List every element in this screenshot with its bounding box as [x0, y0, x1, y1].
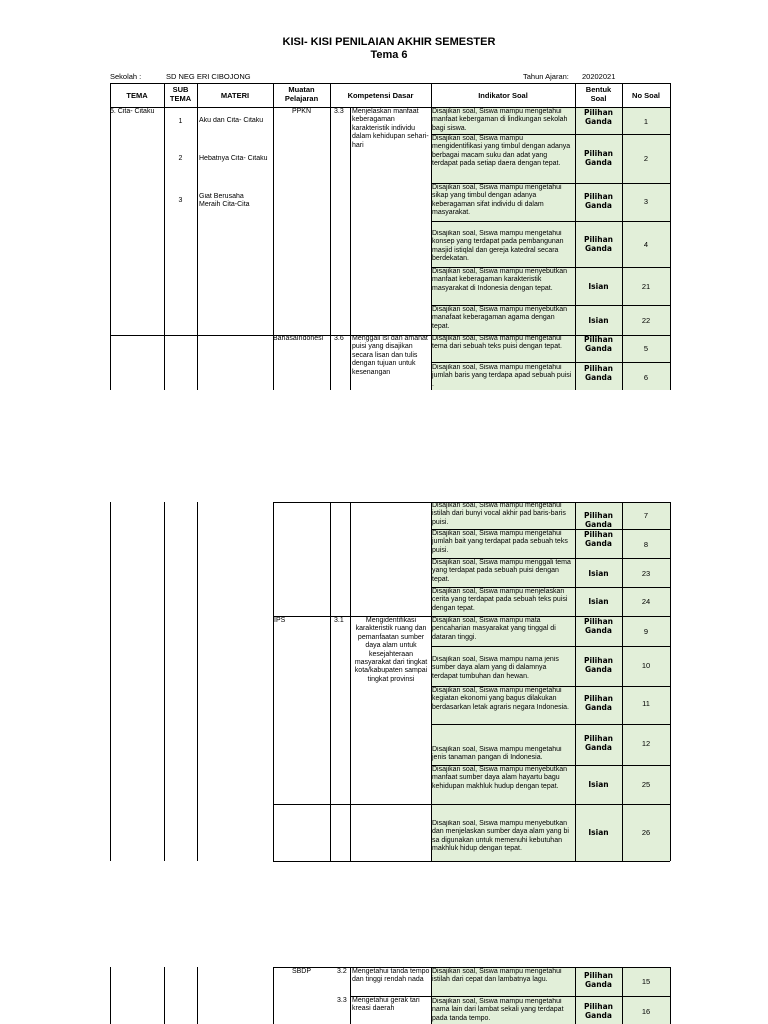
indikator-row-1: Disajikan soal, Siswa mampu mengetahui manfaat kebergaman di lindkungan sekolah bagi siswa.	[432, 108, 568, 132]
indikator-row-2: Disajikan soal, Siswa mampu mengidentifikasi yang timbul dengan adanya berbagai macam suku dan adat yang terdapat pada setiap daera dengan tepat.	[432, 135, 571, 168]
indikator-row-3: Disajikan soal, Siswa mampu mengetahui sikap yang timbul dengan adanya keberagaman sifat individu di dalam masyarakat.	[432, 184, 562, 217]
no-soal-row-20: 16	[641, 1007, 651, 1016]
document-title: KISI- KISI PENILAIAN AKHIR SEMESTER	[282, 36, 496, 48]
bentuk-row-20: Pilihan Ganda	[584, 1002, 613, 1020]
header-indikator-soal: Indikator Soal	[478, 91, 528, 100]
document-subtitle: Tema 6	[370, 49, 408, 61]
materi-1: Aku dan Cita- Citaku	[199, 117, 264, 124]
indikator-row-11: Disajikan soal, Siswa mampu menggali tema yang terdapat pada sebuah puisi dengan tepat.	[432, 559, 571, 583]
no-soal-row-1: 1	[643, 117, 649, 126]
materi-2: Hebatnya Cita- Citaku	[199, 155, 268, 162]
kd-no-bahasa-indonesia: 3.6	[334, 335, 344, 342]
indikator-row-18: Disajikan soal, Siswa mampu menyebutkan dan menjelaskan sumber daya alam yang bi sa digunakan untuk memenuhi kebutuhan makhluk hidup dengan tepat.	[432, 820, 569, 853]
no-soal-row-17: 25	[641, 780, 651, 789]
bentuk-row-19: Pilihan Ganda	[584, 971, 613, 989]
header-kompetensi-dasar: Kompetensi Dasar	[347, 91, 414, 100]
indikator-row-12: Disajikan soal, Siswa mampu menjelaskan cerita yang terdapat pada sebuah teks puisi dengan tepat.	[432, 588, 568, 612]
indikator-row-14: Disajikan soal, Siswa mampu nama jenis sumber daya alam yang di dalamnya terdapat tumbuhan dan hewan.	[432, 656, 559, 680]
sekolah-label: Sekolah :	[110, 72, 142, 81]
header-no-soal: No Soal	[632, 91, 660, 100]
header-muatan-pelajaran: Muatan Pelajaran	[284, 85, 319, 103]
indikator-row-13: Disajikan soal, Siswa mampu mata pencaharian masyarakat yang tinggal di dataran tinggi.	[432, 617, 556, 641]
indikator-row-20: Disajikan soal, Siswa mampu mengetahui nama lain dari lambat sekali yang terdapat pada tanda tempo.	[432, 998, 564, 1022]
bentuk-row-1: Pilihan Ganda	[584, 108, 613, 126]
indikator-row-19: Disajikan soal, Siswa mampu mengetahui istilah dari cepat dan lambatnya lagu.	[432, 968, 562, 984]
kd-ppkn: Menjelaskan manfaat keberagaman karakteristik individu dalam kehidupan sehari-hari	[352, 108, 429, 149]
indikator-row-10: Disajikan soal, Siswa mampu mengetahui jumlah bait yang terdapat pada sebuah teks puisi.	[432, 530, 568, 554]
no-soal-row-7: 5	[643, 344, 649, 353]
bentuk-row-2: Pilihan Ganda	[584, 149, 613, 167]
bentuk-row-8: Pilihan Ganda	[584, 364, 613, 382]
tema-cell: 5. Cita- Citaku	[110, 108, 155, 115]
indikator-row-9: Disajikan soal, Siswa mampu mengetahui istilah dari bunyi vocal akhir pad baris-baris puisi.	[432, 502, 566, 526]
indikator-row-6: Disajikan soal, Siswa mampu menyebutkan manafaat keberagaman agama dengan tepat.	[432, 306, 568, 330]
indikator-row-5: Disajikan soal, Siswa mampu menyebutkan manfaat keberagaman karakteristik masyarakat di Indonesia dengan tepat.	[432, 268, 568, 292]
no-soal-row-10: 8	[643, 540, 649, 549]
indikator-row-4: Disajikan soal, Siswa mampu mengetahui konsep yang terdapat pada pembangunan masjid istiqlal dan gereja katedral secara berdekatan.	[432, 230, 564, 263]
kd-sbdp-1: Mengetahui tanda tempo dan tinggi rendah nada	[352, 968, 430, 984]
bentuk-row-4: Pilihan Ganda	[584, 235, 613, 253]
kd-no-ppkn: 3.3	[334, 108, 344, 115]
header-bentuk-soal: Bentuk Soal	[585, 85, 612, 103]
subtema-no-2: 2	[178, 155, 183, 162]
no-soal-row-8: 6	[643, 373, 649, 382]
no-soal-row-13: 9	[643, 627, 649, 636]
bentuk-row-3: Pilihan Ganda	[584, 192, 613, 210]
indikator-row-7: Disajikan soal, Siswa mampu mengetahui tema dari sebuah teks puisi dengan tepat.	[432, 335, 562, 351]
bentuk-row-6: Isian	[588, 316, 609, 325]
bentuk-row-18: Isian	[588, 828, 609, 837]
header-materi: MATERI	[220, 91, 250, 100]
bentuk-row-9: Pilihan Ganda	[584, 511, 613, 529]
tahun-label: Tahun Ajaran:	[523, 72, 569, 81]
no-soal-row-9: 7	[643, 511, 649, 520]
bentuk-row-7: Pilihan Ganda	[584, 335, 613, 353]
indikator-row-15: Disajikan soal, Siswa mampu mengetahui kegiatan ekonomi yang bagus dilakukan berdasarkan letak agraris negara Indonesia.	[432, 687, 569, 711]
bentuk-row-14: Pilihan Ganda	[584, 656, 613, 674]
tahun-value: 20202021	[582, 72, 616, 81]
no-soal-row-14: 10	[641, 661, 651, 670]
no-soal-row-6: 22	[641, 316, 651, 325]
kd-no-sbdp-1: 3.2	[337, 968, 347, 975]
kd-bahasa-indonesia: Menggali isi dan amanat puisi yang disajikan secara lisan dan tulis dengan tujuan untuk kesenangan	[352, 335, 428, 376]
kd-no-sbdp-2: 3.3	[337, 997, 347, 1004]
subtema-no-3: 3	[178, 197, 183, 204]
subtema-no-1: 1	[178, 118, 183, 125]
bentuk-row-11: Isian	[588, 569, 609, 578]
muatan-sbdp: SBDP	[291, 968, 312, 975]
no-soal-row-11: 23	[641, 569, 651, 578]
materi-3: Giat Berusaha Meraih Cita-Cita	[199, 193, 250, 209]
bentuk-row-17: Isian	[588, 780, 609, 789]
indikator-row-17: Disajikan soal, Siswa mampu menyebutkan manfaat sumber daya alam hayartu bagu kehidupan makhluk hudup dengan tepat.	[432, 766, 568, 790]
no-soal-row-5: 21	[641, 282, 651, 291]
bentuk-row-5: Isian	[588, 282, 609, 291]
no-soal-row-16: 12	[641, 739, 651, 748]
sekolah-value: SD NEG ERI CIBOJONG	[166, 72, 251, 81]
no-soal-row-3: 3	[643, 197, 649, 206]
muatan-bahasa-indonesia: BahasaIndonesi	[273, 335, 324, 342]
no-soal-row-12: 24	[641, 597, 651, 606]
bentuk-row-16: Pilihan Ganda	[584, 734, 613, 752]
no-soal-row-15: 11	[642, 699, 650, 708]
no-soal-row-18: 26	[641, 828, 651, 837]
bentuk-row-12: Isian	[588, 597, 609, 606]
kd-no-ips: 3.1	[334, 617, 344, 624]
header-sub-tema: SUB TEMA	[169, 85, 192, 103]
kd-ips: Mengidentifikasi karakteristik ruang dan pemanfaatan sumber daya alam untuk kesejahteraan masyarakat dari tingkat kota/kabupaten sampai tingkat provinsi	[354, 617, 428, 683]
header-tema: TEMA	[126, 91, 148, 100]
no-soal-row-2: 2	[643, 154, 649, 163]
bentuk-row-15: Pilihan Ganda	[584, 694, 613, 712]
indikator-row-8: Disajikan soal, Siswa mampu mengetahui jumlah baris yang terdapa apad sebuah puisi .	[432, 364, 572, 388]
indikator-row-16: Disajikan soal, Siswa mampu mengetahui jenis tanaman pangan di Indonesia.	[432, 746, 562, 762]
kd-sbdp-2: Mengetahui gerak tari kreasi daerah	[352, 997, 420, 1013]
no-soal-row-4: 4	[643, 240, 649, 249]
bentuk-row-10: Pilihan Ganda	[584, 530, 613, 548]
muatan-ppkn: PPKN	[291, 108, 312, 115]
no-soal-row-19: 15	[641, 977, 651, 986]
bentuk-row-13: Pilihan Ganda	[584, 617, 613, 635]
muatan-ips: IPS	[274, 617, 286, 624]
